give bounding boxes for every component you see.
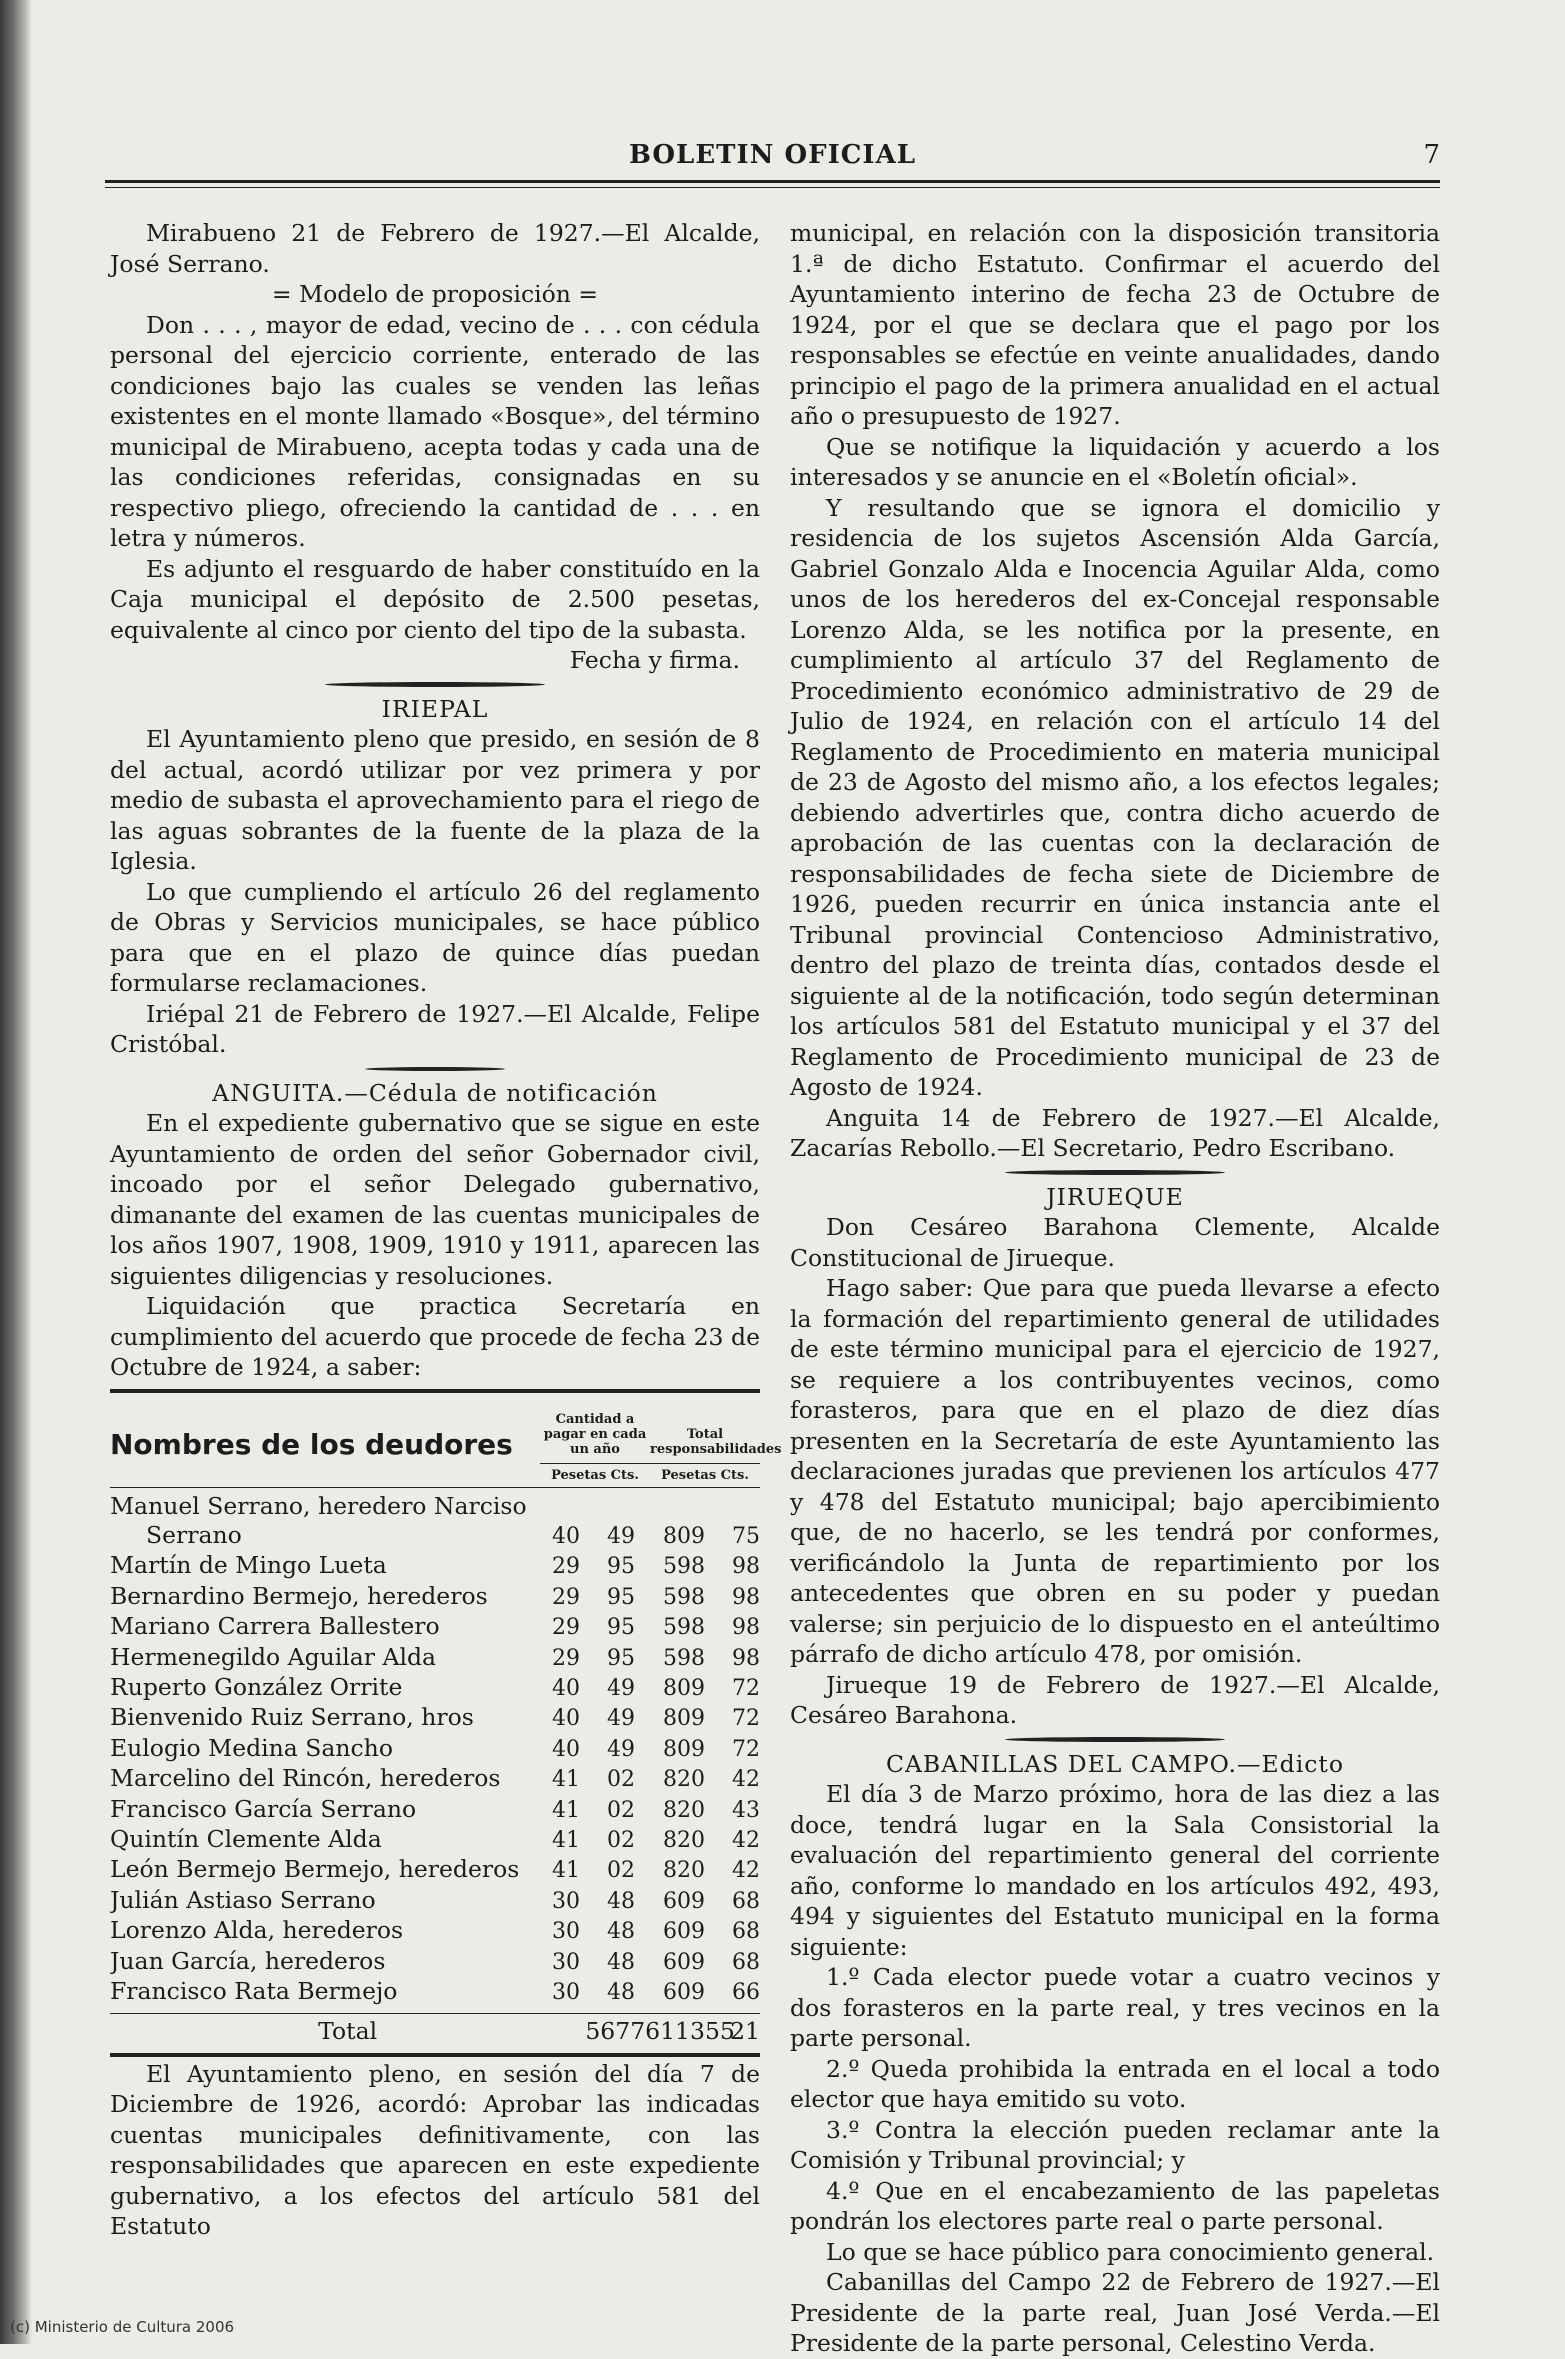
resp-pesetas: 598 (663, 1645, 705, 1671)
table-row (110, 1734, 760, 1764)
column-subheader: Pesetas Cts. (650, 1463, 760, 1483)
resp-pesetas: 820 (663, 1827, 705, 1853)
debtor-name: Hermenegildo Aguilar Alda (110, 1642, 437, 1671)
table-row (110, 1582, 760, 1612)
resp-cents: 72 (732, 1736, 760, 1762)
section-heading-cabanillas: CABANILLAS DEL CAMPO.—Edicto (885, 1749, 1344, 1778)
table-row (110, 1855, 760, 1885)
paragraph: El Ayuntamiento pleno que presido, en sesión de 8 del actual, acordó utilizar por vez primera y por medio de subasta el aprovechamiento para el riego de las aguas sobrantes de la fuente de la plaza de la Iglesia. (110, 725, 760, 875)
table-row (110, 1825, 760, 1855)
amount-pesetas: 29 (552, 1615, 580, 1641)
debtor-name: Bernardino Bermejo, herederos (110, 1581, 488, 1610)
resp-pesetas: 809 (663, 1736, 705, 1762)
table-row (110, 1521, 760, 1551)
resp-cents: 75 (732, 1523, 760, 1549)
ornament-divider (110, 676, 760, 694)
amount-pesetas: 30 (552, 1980, 580, 2005)
debtor-name: Eulogio Medina Sancho (110, 1733, 393, 1762)
column-header-amount-label: Cantidad a pagar en cada un año (543, 1411, 647, 1457)
total-amount-cents: 76 (630, 2017, 661, 2046)
resp-cents: 98 (732, 1615, 760, 1641)
table-row (110, 1643, 760, 1673)
table-row (110, 1703, 760, 1733)
amount-cents: 49 (607, 1675, 635, 1701)
table-row (110, 1947, 760, 1977)
total-resp-cents: 21 (730, 2017, 760, 2046)
table-row (110, 1977, 760, 2007)
resp-cents: 42 (732, 1858, 760, 1884)
amount-cents: 02 (607, 1767, 635, 1793)
paragraph: municipal, en relación con la disposición transitoria 1.ª de dicho Estatuto. Confirmar el acuerdo del Ayuntamiento interino de fecha 23 de Octubre de 1924, por el que se declara que el pago por los responsables se efectúe en veinte anualidades, dando principio el pago de la primera anualidad en el actual año o presupuesto de 1927. (790, 219, 1440, 430)
resp-pesetas: 820 (663, 1858, 705, 1884)
resp-cents: 98 (732, 1645, 760, 1671)
debtor-name: Bienvenido Ruiz Serrano, hros (110, 1703, 474, 1732)
resp-cents: 72 (732, 1706, 760, 1732)
paragraph: Lo que se hace público para conocimiento general. (826, 2237, 1435, 2266)
amount-pesetas: 29 (552, 1554, 580, 1580)
table-row (110, 1886, 760, 1916)
ornament-divider (790, 1164, 1440, 1182)
paragraph: Jirueque 19 de Febrero de 1927.—El Alcalde, Cesáreo Barahona. (790, 1670, 1440, 1729)
column-header-total-label: Total responsabilidades (650, 1426, 782, 1457)
page-number: 7 (1423, 140, 1440, 170)
table-row (110, 1795, 760, 1825)
debtor-name: Ruperto González Orrite (110, 1672, 403, 1701)
section-subtitle: = Modelo de proposición = (271, 280, 599, 308)
table-total-row (110, 2013, 760, 2047)
debtor-name: Manuel Serrano, heredero Narciso (110, 1491, 527, 1520)
paragraph: El día 3 de Marzo próximo, hora de las diez a las doce, tendrá lugar en la Sala Consistorial la evaluación del repartimiento general del corriente año, conforme lo mandado en los artículos 492, 493, 494 y siguientes del Estatuto municipal en la forma siguiente: (790, 1780, 1440, 1961)
paragraph: Que se notifique la liquidación y acuerdo a los interesados y se anuncie en el «Boletín oficial». (790, 432, 1440, 491)
resp-cents: 72 (732, 1675, 760, 1701)
resp-pesetas: 598 (663, 1554, 705, 1580)
paragraph: En el expediente gubernativo que se sigue en este Ayuntamiento de orden del señor Gobernador civil, incoado por el señor Delegado gubernativo, dimanante del examen de las cuentas municipales de los años 1907, 1908, 1909, 1910 y 1911, aparecen las siguientes diligencias y resoluciones. (110, 1109, 760, 1290)
copyright-footer: (c) Ministerio de Cultura 2006 (10, 2318, 235, 2336)
resp-cents: 98 (732, 1554, 760, 1580)
paragraph: El Ayuntamiento pleno, en sesión del día 7 de Diciembre de 1926, acordó: Aprobar las indicadas cuentas municipales definitivamente, con las responsabilidades que aparecen en este expediente gubernativo, a los efectos del artículo 581 del Estatuto (110, 2059, 760, 2241)
paragraph: Anguita 14 de Febrero de 1927.—El Alcalde, Zacarías Rebollo.—El Secretario, Pedro Escribano. (790, 1103, 1440, 1162)
amount-cents: 95 (607, 1645, 635, 1671)
amount-cents: 02 (607, 1858, 635, 1884)
table-header-rule (110, 1487, 760, 1488)
paragraph: Cabanillas del Campo 22 de Febrero de 1927.—El Presidente de la parte real, Juan José Verda.—El Presidente de la parte personal, Celestino Verda. (790, 2268, 1440, 2357)
paragraph: Es adjunto el resguardo de haber constituído en la Caja municipal el depósito de 2.500 pesetas, equivalente al cinco por ciento del tipo de la subasta. (110, 554, 760, 644)
amount-pesetas: 30 (552, 1949, 580, 1975)
amount-pesetas: 40 (552, 1736, 580, 1762)
resp-cents: 42 (732, 1827, 760, 1853)
signature-line: Fecha y firma. (569, 646, 740, 674)
table-bottom-rule (110, 2053, 760, 2057)
total-label: Total (318, 2017, 378, 2046)
debtor-name: Marcelino del Rincón, herederos (110, 1764, 501, 1793)
amount-cents: 48 (607, 1888, 635, 1914)
paragraph: Liquidación que practica Secretaría en cumplimiento del acuerdo que procede de fecha 23 de Octubre de 1924, a saber: (110, 1292, 760, 1381)
resp-cents: 66 (732, 1980, 760, 2005)
section-heading-anguita: ANGUITA.—Cédula de notificación (212, 1078, 658, 1107)
amount-pesetas: 41 (552, 1858, 580, 1884)
section-heading-jirueque: JIRUEQUE (1046, 1182, 1184, 1211)
debtor-name: Juan García, herederos (110, 1946, 386, 1975)
resp-pesetas: 609 (663, 1919, 705, 1945)
header-rule-thick (105, 180, 1440, 183)
list-item: 2.º Queda prohibida la entrada en el local a todo elector que haya emitido su voto. (790, 2054, 1440, 2113)
resp-cents: 42 (732, 1767, 760, 1793)
resp-cents: 43 (732, 1797, 760, 1823)
debtor-name: Mariano Carrera Ballestero (110, 1612, 440, 1641)
amount-pesetas: 40 (552, 1706, 580, 1732)
amount-cents: 48 (607, 1980, 635, 2005)
resp-cents: 98 (732, 1584, 760, 1610)
resp-pesetas: 809 (663, 1523, 705, 1549)
resp-pesetas: 809 (663, 1675, 705, 1701)
column-header-amount (540, 1412, 650, 1483)
column-header-total (650, 1426, 782, 1483)
ornament-divider (790, 1731, 1440, 1749)
list-item: 3.º Contra la elección pueden reclamar ante la Comisión y Tribunal provincial; y (790, 2115, 1440, 2174)
publication-title: BOLETIN OFICIAL (628, 140, 917, 170)
resp-pesetas: 809 (663, 1706, 705, 1732)
section-heading-iriepal: IRIEPAL (381, 694, 489, 723)
amount-cents: 95 (607, 1615, 635, 1641)
amount-pesetas: 30 (552, 1888, 580, 1914)
amount-pesetas: 29 (552, 1645, 580, 1671)
debtor-name: Francisco Rata Bermejo (110, 1977, 398, 2005)
table-row (110, 1492, 760, 1521)
resp-cents: 68 (732, 1919, 760, 1945)
debtor-table-body (110, 1521, 760, 2008)
amount-pesetas: 29 (552, 1584, 580, 1610)
amount-pesetas: 40 (552, 1675, 580, 1701)
resp-pesetas: 609 (663, 1980, 705, 2005)
amount-cents: 02 (607, 1797, 635, 1823)
amount-pesetas: 41 (552, 1797, 580, 1823)
debtor-name: León Bermejo Bermejo, herederos (110, 1855, 520, 1884)
resp-pesetas: 609 (663, 1949, 705, 1975)
debtor-name: Quintín Clemente Alda (110, 1824, 382, 1853)
amount-pesetas: 41 (552, 1827, 580, 1853)
header-rule-thin (105, 187, 1440, 188)
list-item: 1.º Cada elector puede votar a cuatro vecinos y dos forasteros en la parte real, y tres vecinos en la parte personal. (790, 1963, 1440, 2052)
list-item: 4.º Que en el encabezamiento de las papeletas pondrán los electores parte real o parte personal. (790, 2176, 1440, 2235)
table-row (110, 1612, 760, 1642)
resp-pesetas: 609 (663, 1888, 705, 1914)
column-header-names: Nombres de los deudores (110, 1428, 513, 1461)
resp-pesetas: 820 (663, 1767, 705, 1793)
amount-cents: 95 (607, 1584, 635, 1610)
amount-pesetas: 30 (552, 1919, 580, 1945)
debtor-name: Julián Astiaso Serrano (110, 1885, 376, 1914)
page-binding-shadow (0, 0, 32, 2344)
resp-cents: 68 (732, 1888, 760, 1914)
amount-cents: 49 (607, 1706, 635, 1732)
resp-pesetas: 820 (663, 1797, 705, 1823)
debtor-name: Francisco García Serrano (110, 1794, 417, 1823)
table-header (110, 1395, 782, 1483)
table-row (110, 1916, 760, 1946)
column-subheader: Pesetas Cts. (540, 1463, 650, 1483)
table-row (110, 1764, 760, 1794)
table-top-rule (110, 1389, 760, 1393)
resp-pesetas: 598 (663, 1584, 705, 1610)
amount-cents: 48 (607, 1919, 635, 1945)
amount-pesetas: 41 (552, 1767, 580, 1793)
amount-cents: 02 (607, 1827, 635, 1853)
debtor-name: Martín de Mingo Lueta (110, 1551, 387, 1580)
debtor-name: Serrano (146, 1520, 242, 1549)
amount-pesetas: 40 (552, 1523, 580, 1549)
paragraph: Don . . . , mayor de edad, vecino de . . . con cédula personal del ejercicio corriente, enterado de las condiciones bajo las cuales se venden las leñas existentes en el monte llamado «Bosque», del término municipal de Mirabueno, acepta todas y cada una de las condiciones referidas, consignadas en su respectivo pliego, ofreciendo la cantidad de . . . en letra y números. (110, 310, 760, 552)
paragraph: Lo que cumpliendo el artículo 26 del reglamento de Obras y Servicios municipales, se hace público para que en el plazo de quince días puedan formularse reclamaciones. (110, 877, 760, 997)
amount-cents: 49 (607, 1523, 635, 1549)
resp-pesetas: 598 (663, 1615, 705, 1641)
table-row (110, 1551, 760, 1581)
amount-cents: 49 (607, 1736, 635, 1762)
table-row (110, 1673, 760, 1703)
amount-cents: 48 (607, 1949, 635, 1975)
total-amount-pesetas: 567 (585, 2017, 631, 2046)
paragraph: Don Cesáreo Barahona Clemente, Alcalde Constitucional de Jirueque. (790, 1213, 1440, 1272)
paragraph: Hago saber: Que para que pueda llevarse a efecto la formación del repartimiento general de utilidades de este término municipal para el ejercicio de 1927, se requiere a los contribuyentes vecinos, como forasteros, para que en el plazo de diez días presenten en la Secretaría de este Ayuntamiento las declaraciones juradas que previenen los artículos 477 y 478 del Estatuto municipal; bajo apercibimiento que, de no hacerlo, se les tendrá por conformes, verificándolo la Junta de repartimiento por los antecedentes que obren en su poder y puedan valerse; sin perjuicio de lo dispuesto en el anteúltimo párrafo de dicho artículo 478, por omisión. (790, 1274, 1440, 1668)
amount-cents: 95 (607, 1554, 635, 1580)
resp-cents: 68 (732, 1949, 760, 1975)
left-column (110, 218, 782, 2242)
ornament-divider (110, 1060, 760, 1078)
debtor-name: Lorenzo Alda, herederos (110, 1916, 404, 1945)
paragraph: Mirabueno 21 de Febrero de 1927.—El Alcalde, José Serrano. (110, 219, 760, 278)
paragraph: Y resultando que se ignora el domicilio y residencia de los sujetos Ascensión Alda García, Gabriel Gonzalo Alda e Inocencia Aguilar Alda, como unos de los herederos del ex-Concejal responsable Lorenzo Alda, se les notifica por la presente, en cumplimiento al artículo 37 del Reglamento de Procedimiento económico administrativo de 29 de Julio de 1924, en relación con el artículo 14 del Reglamento de Procedimiento en materia municipal de 23 de Agosto del mismo año, a los efectos legales; debiendo advertirles que, contra dicho acuerdo de aprobación de las cuentas con la declaración de responsabilidades de fecha siete de Diciembre de 1926, pueden recurrir en única instancia ante el Tribunal provincial Contencioso Administrativo, dentro del plazo de treinta días, contados desde el siguiente al de la notificación, todo según determinan los artículos 581 del Estatuto municipal y el 37 del Reglamento de Procedimiento municipal de 23 de Agosto de 1924. (790, 493, 1440, 1101)
paragraph: Iriépal 21 de Febrero de 1927.—El Alcalde, Felipe Cristóbal. (110, 999, 760, 1058)
total-resp-pesetas: 11355 (660, 2017, 735, 2046)
right-column (790, 218, 1440, 2359)
